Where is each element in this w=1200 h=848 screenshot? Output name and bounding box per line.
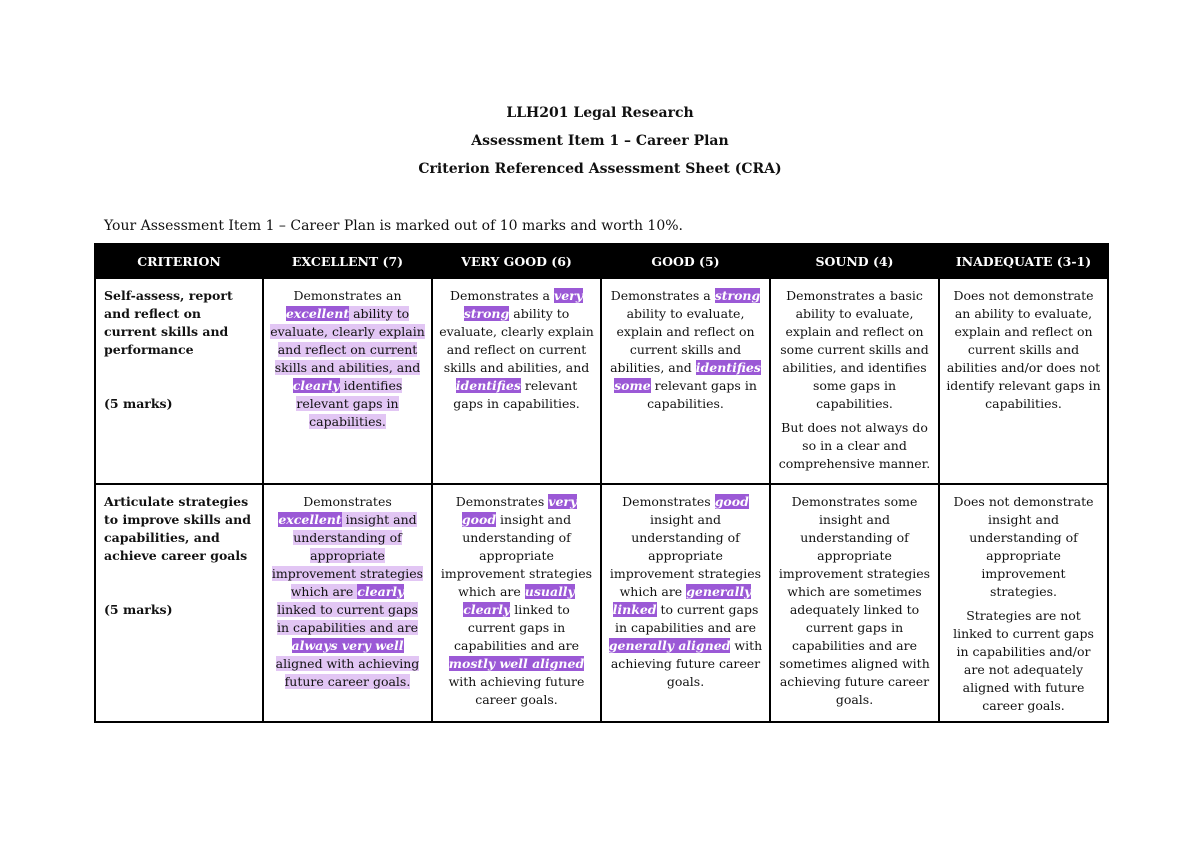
highlighted-keyword: generally aligned — [608, 638, 731, 653]
highlighted-keyword: very strong — [463, 288, 584, 321]
highlighted-keyword: clearly — [292, 378, 340, 393]
highlighted-keyword: very good — [461, 494, 578, 527]
highlighted-keyword: identifies — [455, 378, 521, 393]
excellent-cell — [263, 278, 432, 484]
cell-text: ability to evaluate, explain and reflect on current skills and abilities, and — [610, 306, 755, 375]
cell-text: relevant gaps in capabilities. — [453, 378, 580, 411]
cell-text: ability to evaluate, clearly explain and reflect on current skills and abilities, and — [439, 306, 594, 375]
inadequate-cell — [939, 484, 1108, 722]
cell-paragraph: But does not always do so in a clear and comprehensive manner. — [778, 420, 931, 471]
table-row — [95, 278, 1108, 484]
header-row — [95, 244, 1108, 278]
highlighted-keyword: good — [714, 494, 749, 509]
criterion-text: Self-assess, report and reflect on current skills and performance — [104, 288, 233, 357]
cell-paragraph: Does not demonstrate insight and understanding of appropriate improvement strategies. — [953, 494, 1094, 599]
very-good-cell — [432, 278, 601, 484]
cell-text: Demonstrates an — [293, 288, 402, 303]
header-good: GOOD (5) — [601, 244, 770, 278]
highlighted-keyword: usually clearly — [463, 584, 575, 617]
header-inadequate: INADEQUATE (3-1) — [939, 244, 1108, 278]
assessment-item-title: Assessment Item 1 – Career Plan — [471, 133, 729, 149]
highlighted-keyword: excellent — [285, 306, 350, 321]
cell-text: to current gaps in capabilities and are — [614, 602, 759, 635]
table-row — [95, 484, 1108, 722]
intro-text: Your Assessment Item 1 – Career Plan is marked out of 10 marks and worth 10%. — [104, 218, 683, 234]
cell-text: Demonstrates — [303, 494, 392, 509]
highlighted-keyword: clearly — [357, 584, 405, 599]
cell-text: insight and understanding of appropriate improvement strategies which are — [609, 512, 762, 599]
highlighted-text: aligned with achieving future career goals. — [275, 656, 420, 689]
good-cell — [601, 484, 770, 722]
cell-text: Demonstrates — [622, 494, 715, 509]
highlighted-keyword: identifies some — [614, 360, 761, 393]
highlighted-text: insight and understanding of appropriate improvement strategies which are — [271, 512, 424, 599]
criterion-marks: (5 marks) — [104, 396, 173, 411]
excellent-cell — [263, 484, 432, 722]
document-titles — [0, 102, 1200, 186]
cra-table — [94, 243, 1109, 723]
criterion-cell — [95, 278, 263, 484]
document-title: LLH201 Legal Research — [506, 105, 694, 121]
highlighted-keyword: strong — [714, 288, 761, 303]
header-very-good: VERY GOOD (6) — [432, 244, 601, 278]
highlighted-keyword: generally linked — [612, 584, 752, 617]
highlighted-keyword: always very well — [291, 638, 404, 653]
cell-paragraph: Demonstrates some insight and understanding of appropriate improvement strategies which are sometimes adequately linked to current gaps in capabilities and are sometimes aligned with achieving future career goals. — [778, 494, 931, 707]
highlighted-text: linked to current gaps in capabilities and are — [276, 602, 419, 635]
criterion-marks: (5 marks) — [104, 602, 173, 617]
cell-paragraph: Strategies are not linked to current gaps in capabilities and/or are not adequately aligned with future career goals. — [953, 608, 1094, 713]
sound-cell — [770, 484, 939, 722]
cell-text: linked to current gaps in capabilities and are — [453, 602, 579, 653]
highlighted-text: ability to evaluate, clearly explain and reflect on current skills and abilities, and — [270, 306, 425, 375]
cell-text: with achieving future career goals. — [448, 674, 585, 707]
header-criterion: CRITERION — [95, 244, 263, 278]
sound-cell — [770, 278, 939, 484]
cell-text: insight and understanding of appropriate improvement strategies which are — [440, 512, 593, 599]
cell-paragraph: Demonstrates a basic ability to evaluate, explain and reflect on some current skills and abilities, and identifies some gaps in capabilities. — [780, 288, 929, 411]
highlighted-keyword: mostly well aligned — [448, 656, 585, 671]
criterion-cell — [95, 484, 263, 722]
cell-text: Demonstrates — [455, 494, 549, 509]
cell-paragraph: Does not demonstrate an ability to evaluate, explain and reflect on current skills and abilities and/or does not identify relevant gaps in capabilities. — [946, 288, 1101, 411]
very-good-cell — [432, 484, 601, 722]
cra-sheet-title: Criterion Referenced Assessment Sheet (CRA) — [418, 161, 782, 177]
inadequate-cell — [939, 278, 1108, 484]
cell-text: with achieving future career goals. — [610, 638, 763, 689]
highlighted-keyword: excellent — [278, 512, 342, 527]
header-excellent: EXCELLENT (7) — [263, 244, 432, 278]
good-cell — [601, 278, 770, 484]
header-sound: SOUND (4) — [770, 244, 939, 278]
cell-text: Demonstrates a — [610, 288, 715, 303]
highlighted-text: identifies relevant gaps in capabilities. — [296, 378, 403, 429]
cell-text: Demonstrates a — [449, 288, 554, 303]
cell-text: relevant gaps in capabilities. — [647, 378, 757, 411]
criterion-text: Articulate strategies to improve skills and capabilities, and achieve career goals — [104, 494, 251, 563]
